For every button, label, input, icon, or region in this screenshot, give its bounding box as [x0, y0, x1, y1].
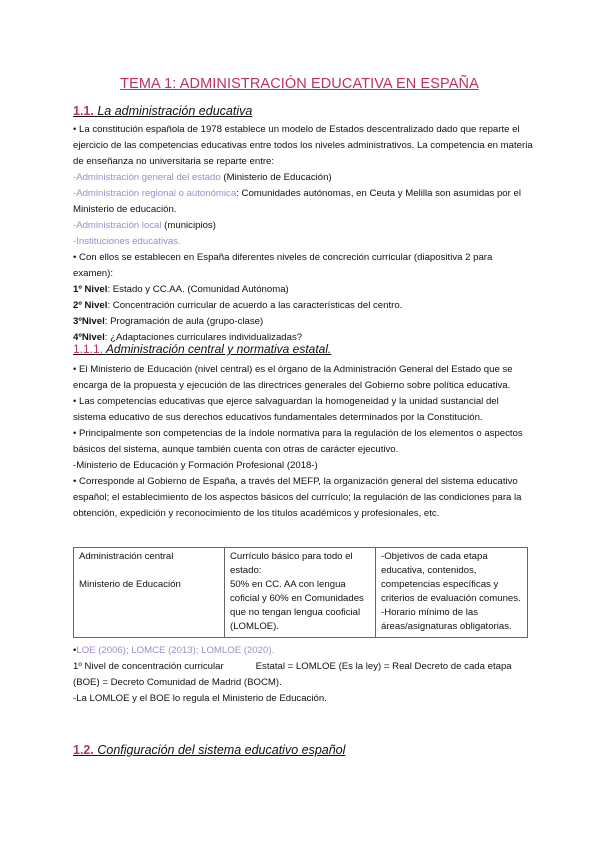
- list-label: -Administración regional o autonómica: [73, 188, 237, 199]
- table-cell: -Objetivos de cada etapa educativa, contenidos, competencias específicas y criterios de evaluación comunes. -Horario mínimo de las áreas/asignaturas obligatorias.: [376, 548, 528, 638]
- list-text: : Comunidades autónomas, en Ceuta y Melilla son asumidas por el Ministerio de educación.: [73, 188, 521, 215]
- paragraph: • Principalmente son competencias de la índole normativa para la regulación de los elementos o aspectos básicos del sistema, aunque también cuenta con otras de carácter ejecutivo.: [73, 428, 523, 455]
- list-label: -Instituciones educativas.: [73, 236, 181, 247]
- level-item: [73, 298, 533, 314]
- page-title: TEMA 1: ADMINISTRACIÓN EDUCATIVA EN ESPAÑA: [120, 76, 479, 92]
- central-block: [73, 362, 533, 522]
- section-number: 1.1.1.: [73, 342, 104, 356]
- paragraph: • Las competencias educativas que ejerce salvaguardan la homogeneidad y la unidad sustancial del sistema educativo de sus derechos educativos fundamentales determinados por la Constitución.: [73, 396, 499, 423]
- section-title: La administración educativa: [97, 104, 253, 118]
- paragraph: • Con ellos se establecen en España diferentes niveles de concreción curricular (diapositiva 2 para examen):: [73, 252, 493, 279]
- level-text: : Programación de aula (grupo-clase): [104, 316, 264, 327]
- competences-table: [73, 547, 528, 638]
- intro-block: [73, 122, 533, 346]
- laws-block: [73, 643, 533, 707]
- section-title: Administración central y normativa estatal.: [105, 342, 332, 356]
- paragraph: • La constitución española de 1978 establece un modelo de Estados descentralizado dado que reparte el ejercicio de las competencias educativas entre todos los niveles administrativos. La competencia en materia de enseñanza no universitaria se reparte entre:: [73, 124, 533, 167]
- level-label: 4ºNivel: [73, 332, 105, 343]
- section-number: 1.2.: [73, 743, 94, 757]
- list-item: [73, 170, 533, 186]
- paragraph: -La LOMLOE y el BOE lo regula el Ministerio de Educación.: [73, 693, 327, 704]
- paragraph: -Ministerio de Educación y Formación Profesional (2018-): [73, 460, 318, 471]
- level-label: 2º Nivel: [73, 300, 108, 311]
- paragraph: • El Ministerio de Educación (nivel central) es el órgano de la Administración General del Estado que se encarga de la propuesta y ejecución de las directrices generales del Gobierno sobre política educativa.: [73, 364, 513, 391]
- list-label: -Administración general del estado: [73, 172, 221, 183]
- list-text: (municipios): [161, 220, 216, 231]
- laws-line: [73, 643, 533, 659]
- section-title: Configuración del sistema educativo español: [97, 743, 346, 757]
- level-label: 1º Nivel: [73, 284, 108, 295]
- section-heading-1-1-1: [73, 342, 331, 356]
- level-text: : Concentración curricular de acuerdo a las características del centro.: [107, 300, 403, 311]
- list-item: [73, 186, 533, 218]
- cell-line: Administración central: [79, 551, 174, 562]
- level-item: [73, 282, 533, 298]
- list-item: [73, 234, 533, 250]
- list-label: -Administración local: [73, 220, 162, 231]
- table-cell: Currículo básico para todo el estado: 50% en CC. AA con lengua coficial y 60% en Comunidades que no tengan lengua cooficial (LOMLOE).: [225, 548, 376, 638]
- table-cell: [74, 548, 225, 638]
- laws-list: LOE (2006); LOMCE (2013); LOMLOE (2020).: [76, 645, 275, 656]
- level-text: : ¿Adaptaciones curriculares individualizadas?: [104, 332, 303, 343]
- section-heading-1-1: [73, 104, 252, 118]
- list-item: [73, 218, 533, 234]
- level-item: [73, 314, 533, 330]
- table-row: [74, 548, 528, 638]
- cell-line: Ministerio de Educación: [79, 579, 181, 590]
- section-number: 1.1.: [73, 104, 94, 118]
- list-text: (Ministerio de Educación): [220, 172, 332, 183]
- paragraph: 1º Nivel de concentración curricular Estatal = LOMLOE (Es la ley) = Real Decreto de cada etapa (BOE) = Decreto Comunidad de Madrid (BOCM).: [73, 661, 515, 688]
- section-heading-1-2: [73, 743, 345, 757]
- level-text: : Estado y CC.AA. (Comunidad Autónoma): [107, 284, 289, 295]
- level-label: 3ºNivel: [73, 316, 105, 327]
- bullet: •: [73, 645, 77, 656]
- paragraph: • Corresponde al Gobierno de España, a través del MEFP, la organización general del sistema educativo español; el establecimiento de los aspectos básicos del currículo; la regulación de las condiciones para la obtención, expedición y reconocimiento de los títulos académicos y profesionales, etc.: [73, 476, 522, 519]
